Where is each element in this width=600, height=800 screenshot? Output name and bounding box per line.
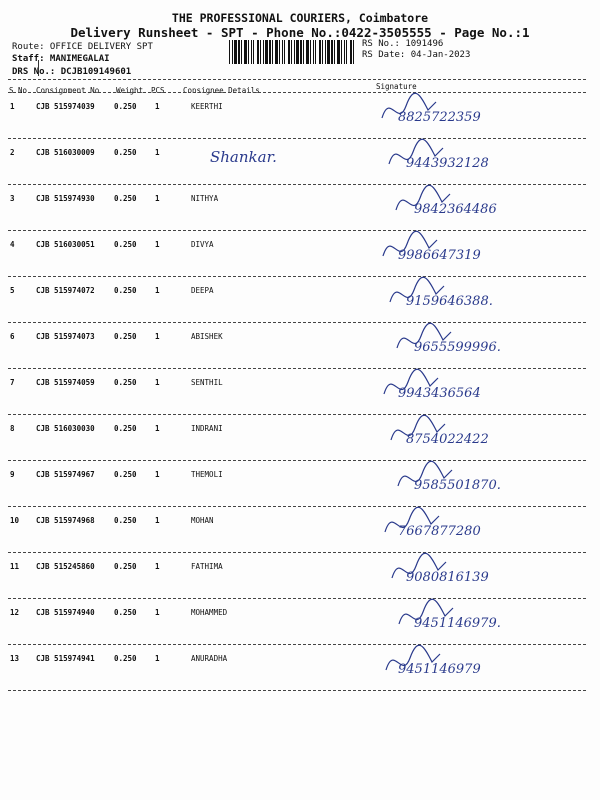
row-consignee: DIVYA (191, 240, 214, 249)
barcode (229, 40, 355, 64)
row-weight: 0.250 (114, 516, 137, 525)
barcode-bar (300, 40, 302, 64)
col-signature: Signature (376, 82, 417, 91)
row-pcs: 1 (155, 470, 160, 479)
barcode-bar (350, 40, 352, 64)
row-consignment-no: CJB 515974968 (36, 516, 95, 525)
row-weight: 0.250 (114, 654, 137, 663)
row-consignment-no: CJB 515974941 (36, 654, 95, 663)
barcode-bar (294, 40, 295, 64)
barcode-bar (303, 40, 304, 64)
col-pcs: PCS (151, 86, 165, 95)
col-consignee: Consignee Details (183, 86, 260, 95)
row-consignment-no: CJB 515974940 (36, 608, 95, 617)
barcode-bar (322, 40, 323, 64)
row-weight: 0.250 (114, 470, 137, 479)
row-pcs: 1 (155, 102, 160, 111)
barcode-bar (327, 40, 330, 64)
row-weight: 0.250 (114, 240, 137, 249)
margin-mark (38, 60, 39, 76)
row-sno: 6 (10, 332, 15, 341)
row-weight: 0.250 (114, 424, 137, 433)
barcode-bar (315, 40, 316, 64)
barcode-bar (244, 40, 247, 64)
barcode-bar (346, 40, 347, 64)
row-weight: 0.250 (114, 194, 137, 203)
row-consignment-no: CJB 515974072 (36, 286, 95, 295)
handwritten-phone-number: 9451146979 (398, 662, 481, 677)
row-consignee: KEERTHI (191, 102, 223, 111)
row-consignment-no: CJB 516030051 (36, 240, 95, 249)
barcode-bar (288, 40, 290, 64)
handwritten-phone-number: 9451146979. (414, 616, 501, 631)
row-weight: 0.250 (114, 148, 137, 157)
barcode-bar (291, 40, 292, 64)
col-weight: Weight (116, 86, 144, 95)
row-consignee: DEEPA (191, 286, 214, 295)
row-weight: 0.250 (114, 332, 137, 341)
row-consignment-no: CJB 515974059 (36, 378, 95, 387)
table-bottom-rule (8, 690, 586, 691)
barcode-bar (353, 40, 354, 64)
row-weight: 0.250 (114, 378, 137, 387)
barcode-bar (284, 40, 285, 64)
barcode-bar (279, 40, 280, 64)
row-pcs: 1 (155, 562, 160, 571)
handwritten-phone-number: 9943436564 (398, 386, 481, 401)
barcode-bar (296, 40, 299, 64)
row-pcs: 1 (155, 286, 160, 295)
row-sno: 3 (10, 194, 15, 203)
barcode-bar (344, 40, 345, 64)
barcode-bar (248, 40, 249, 64)
barcode-bar (260, 40, 261, 64)
barcode-bar (251, 40, 252, 64)
row-consignee: THEMOLI (191, 470, 223, 479)
route-label: Route: OFFICE DELIVERY SPT (12, 42, 153, 52)
handwritten-phone-number: 8825722359 (398, 110, 481, 125)
row-consignee: ANURADHA (191, 654, 228, 663)
barcode-bar (241, 40, 242, 64)
row-consignee: INDRANI (191, 424, 223, 433)
staff-label: Staff: MANIMEGALAI (12, 54, 110, 64)
row-consignee: MOHAMMED (191, 608, 228, 617)
handwritten-phone-number: 9842364486 (414, 202, 497, 217)
barcode-bar (232, 40, 233, 64)
row-consignment-no: CJB 515974967 (36, 470, 95, 479)
barcode-bar (306, 40, 309, 64)
row-sno: 2 (10, 148, 15, 157)
row-sno: 8 (10, 424, 15, 433)
barcode-bar (331, 40, 333, 64)
handwritten-phone-number: 9986647319 (398, 248, 481, 263)
row-sno: 12 (10, 608, 20, 617)
company-title: THE PROFESSIONAL COURIERS, Coimbatore (171, 11, 429, 25)
row-consignment-no: CJB 516030030 (36, 424, 95, 433)
barcode-bar (265, 40, 268, 64)
row-sno: 7 (10, 378, 15, 387)
row-consignment-no: CJB 515245860 (36, 562, 95, 571)
col-sno: S No (9, 86, 28, 95)
row-sno: 11 (10, 562, 20, 571)
barcode-bar (269, 40, 271, 64)
row-sno: 9 (10, 470, 15, 479)
row-consignee: NITHYA (191, 194, 219, 203)
barcode-bar (282, 40, 283, 64)
barcode-bar (263, 40, 264, 64)
row-consignee: ABISHEK (191, 332, 223, 341)
barcode-bar (325, 40, 326, 64)
row-pcs: 1 (155, 608, 160, 617)
row-pcs: 1 (155, 148, 160, 157)
row-sno: 4 (10, 240, 15, 249)
col-consignment: Consignment No (36, 86, 100, 95)
table-top-rule (8, 79, 586, 80)
handwritten-phone-number: 9159646388. (406, 294, 493, 309)
barcode-bar (238, 40, 240, 64)
barcode-bar (319, 40, 321, 64)
barcode-bar (229, 40, 230, 64)
row-weight: 0.250 (114, 562, 137, 571)
row-weight: 0.250 (114, 286, 137, 295)
handwritten-phone-number: 7667877280 (398, 524, 481, 539)
drs-number: DRS No.: DCJB109149601 (12, 67, 132, 77)
barcode-bar (275, 40, 278, 64)
row-sno: 1 (10, 102, 15, 111)
row-pcs: 1 (155, 240, 160, 249)
runsheet-title: Delivery Runsheet - SPT - Phone No.:0422-3505555 - Page No.:1 (70, 25, 530, 40)
rs-number: RS No.: 1091496 (362, 39, 444, 49)
row-sno: 10 (10, 516, 20, 525)
handwritten-phone-number: 9080816139 (406, 570, 489, 585)
row-pcs: 1 (155, 332, 160, 341)
row-pcs: 1 (155, 516, 160, 525)
row-consignment-no: CJB 515974039 (36, 102, 95, 111)
rs-date: RS Date: 04-Jan-2023 (362, 50, 471, 60)
row-consignment-no: CJB 515974930 (36, 194, 95, 203)
row-consignee: FATHIMA (191, 562, 223, 571)
row-pcs: 1 (155, 654, 160, 663)
handwritten-phone-number: 8754022422 (406, 432, 489, 447)
barcode-bar (257, 40, 259, 64)
barcode-bar (341, 40, 342, 64)
barcode-bar (234, 40, 237, 64)
row-pcs: 1 (155, 424, 160, 433)
row-weight: 0.250 (114, 608, 137, 617)
handwritten-consignee-name: Shankar. (210, 148, 277, 166)
barcode-bar (253, 40, 254, 64)
barcode-bar (272, 40, 273, 64)
row-sno: 5 (10, 286, 15, 295)
row-pcs: 1 (155, 194, 160, 203)
row-weight: 0.250 (114, 102, 137, 111)
barcode-bar (337, 40, 340, 64)
row-consignee: MOHAN (191, 516, 214, 525)
handwritten-phone-number: 9585501870. (414, 478, 501, 493)
handwritten-phone-number: 9655599996. (414, 340, 501, 355)
barcode-bar (334, 40, 335, 64)
barcode-bar (313, 40, 314, 64)
row-sno: 13 (10, 654, 20, 663)
row-consignee: SENTHIL (191, 378, 223, 387)
row-consignment-no: CJB 515974073 (36, 332, 95, 341)
row-consignment-no: CJB 516030009 (36, 148, 95, 157)
handwritten-phone-number: 9443932128 (406, 156, 489, 171)
barcode-bar (310, 40, 311, 64)
row-pcs: 1 (155, 378, 160, 387)
